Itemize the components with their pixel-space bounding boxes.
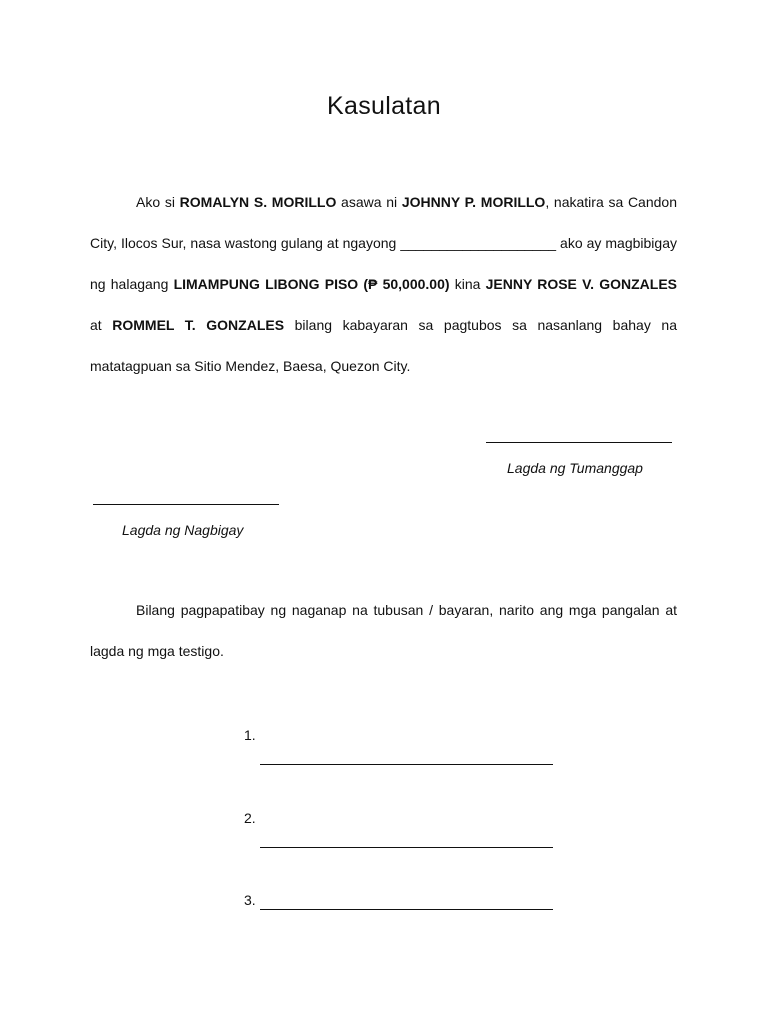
statement-text-6: at <box>90 317 113 333</box>
recipient-name-2: ROMMEL T. GONZALES <box>112 317 285 333</box>
statement-text-2: asawa ni <box>336 194 402 210</box>
receiver-signature-line <box>486 442 672 443</box>
statement-text-7: bilang kabayaran sa pagtubos sa nasanlang bahay na matatagpuan sa Sitio Mendez, Baesa, Quezon City. <box>90 317 677 374</box>
statement-text-4: ako ay magbibigay ng halagang <box>90 235 677 292</box>
giver-signature-label: Lagda ng Nagbigay <box>122 522 244 538</box>
spouse-name: JOHNNY P. MORILLO <box>401 194 546 210</box>
witness-signature-line-3 <box>260 909 553 910</box>
witness-number-2: 2. <box>244 810 256 826</box>
witness-number-3: 3. <box>244 892 256 908</box>
payer-name: ROMALYN S. MORILLO <box>179 194 337 210</box>
statement-text-1: Ako si <box>136 194 180 210</box>
statement-paragraph <box>90 182 677 387</box>
giver-signature-line <box>93 504 279 505</box>
date-blank: ____________________ <box>400 235 557 251</box>
amount-text: LIMAMPUNG LIBONG PISO (₱ 50,000.00) <box>173 276 450 292</box>
statement-text-3: , nakatira sa Candon City, Ilocos Sur, nasa wastong gulang at ngayong <box>90 194 677 251</box>
receiver-signature-label: Lagda ng Tumanggap <box>507 460 643 476</box>
witness-number-1: 1. <box>244 727 256 743</box>
witness-signature-line-2 <box>260 847 553 848</box>
document-title: Kasulatan <box>327 92 441 120</box>
statement-text-5: kina <box>449 276 486 292</box>
recipient-name-1: JENNY ROSE V. GONZALES <box>485 276 677 292</box>
witness-paragraph: Bilang pagpapatibay ng naganap na tubusan / bayaran, narito ang mga pangalan at lagda ng mga testigo. <box>90 602 677 659</box>
witness-signature-line-1 <box>260 764 553 765</box>
